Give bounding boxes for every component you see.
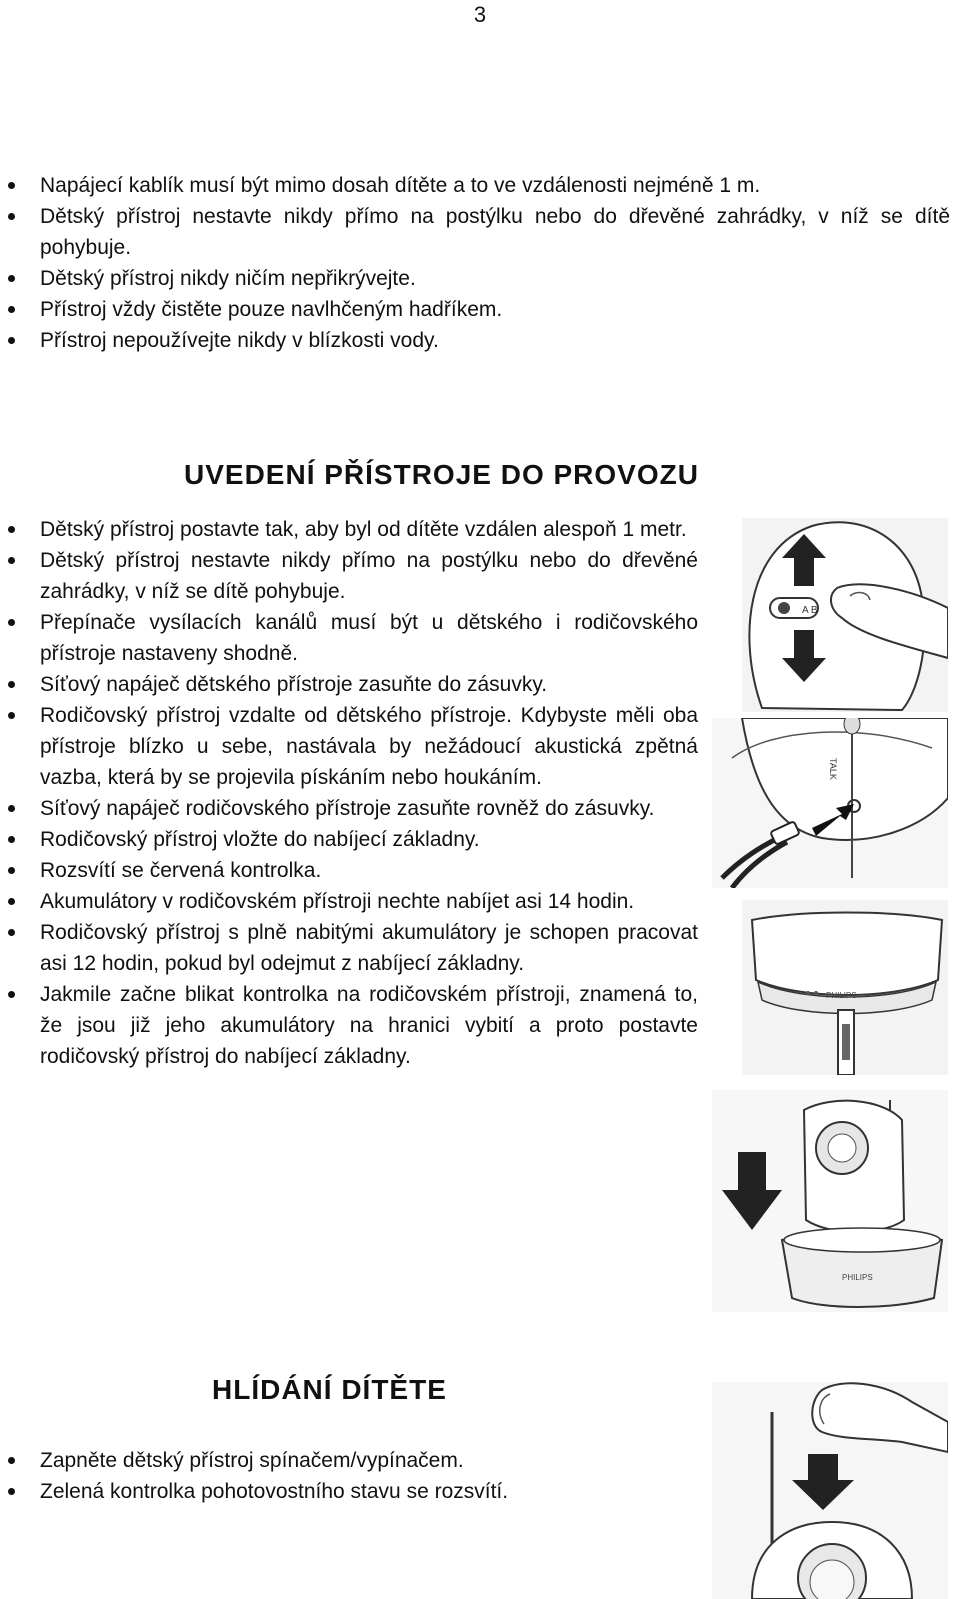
talk-label: TALK (828, 758, 838, 780)
base-brand-label: PHILIPS (842, 1273, 873, 1282)
list-item: Rodičovský přístroj s plně nabitými akumulátory je schopen pracovat asi 12 hodin, pokud byl odejmut z nabíjecí základny. (8, 917, 698, 979)
charger-base-illustration (742, 900, 948, 1075)
switch-label: A B (802, 605, 818, 616)
list-item: Zelená kontrolka pohotovostního stavu se rozsvítí. (8, 1476, 708, 1507)
list-item: Rozsvítí se červená kontrolka. (8, 855, 698, 886)
list-item: Síťový napáječ rodičovského přístroje zasuňte rovněž do zásuvky. (8, 793, 698, 824)
adapter-plug-illustration (712, 718, 948, 888)
list-item: Rodičovský přístroj vložte do nabíjecí základny. (8, 824, 698, 855)
safety-list (8, 170, 950, 356)
list-item: Přístroj vždy čistěte pouze navlhčeným hadříkem. (8, 294, 950, 325)
section-heading-setup: UVEDENÍ PŘÍSTROJE DO PROVOZU (184, 459, 699, 490)
page-number: 3 (473, 2, 487, 27)
setup-list (8, 514, 698, 1072)
charger-brand-label: PHILIPS (826, 991, 857, 1000)
list-item: Dětský přístroj nikdy ničím nepřikrývejte. (8, 263, 950, 294)
list-item: Jakmile začne blikat kontrolka na rodičovském přístroji, znamená to, že jsou již jeho akumulátory na hranici vybití a proto postavte rodičovský přístroj do nabíjecí základny. (8, 979, 698, 1072)
parent-unit-charging-illustration (712, 1090, 948, 1312)
list-item: Dětský přístroj nestavte nikdy přímo na postýlku nebo do dřevěné zahrádky, v níž se dítě pohybuje. (8, 545, 698, 607)
list-item: Akumulátory v rodičovském přístroji nechte nabíjet asi 14 hodin. (8, 886, 698, 917)
list-item: Dětský přístroj nestavte nikdy přímo na postýlku nebo do dřevěné zahrádky, v níž se dítě pohybuje. (8, 201, 950, 263)
power-switch-illustration (712, 1382, 948, 1599)
list-item: Rodičovský přístroj vzdalte od dětského přístroje. Kdybyste měli oba přístroje blízko u sebe, nastávala by nežádoucí akustická zpětná vazba, která by se projevila pískáním nebo houkáním. (8, 700, 698, 793)
list-item: Napájecí kablík musí být mimo dosah dítěte a to ve vzdálenosti nejméně 1 m. (8, 170, 950, 201)
section-heading-monitoring: HLÍDÁNÍ DÍTĚTE (212, 1374, 447, 1405)
list-item: Dětský přístroj postavte tak, aby byl od dítěte vzdálen alespoň 1 metr. (8, 514, 698, 545)
list-item: Přístroj nepoužívejte nikdy v blízkosti vody. (8, 325, 950, 356)
channel-switch-illustration (742, 518, 948, 712)
list-item: Přepínače vysílacích kanálů musí být u dětského i rodičovského přístroje nastaveny shodně. (8, 607, 698, 669)
list-item: Zapněte dětský přístroj spínačem/vypínačem. (8, 1445, 708, 1476)
list-item: Síťový napáječ dětského přístroje zasuňte do zásuvky. (8, 669, 698, 700)
monitoring-list (8, 1445, 708, 1507)
